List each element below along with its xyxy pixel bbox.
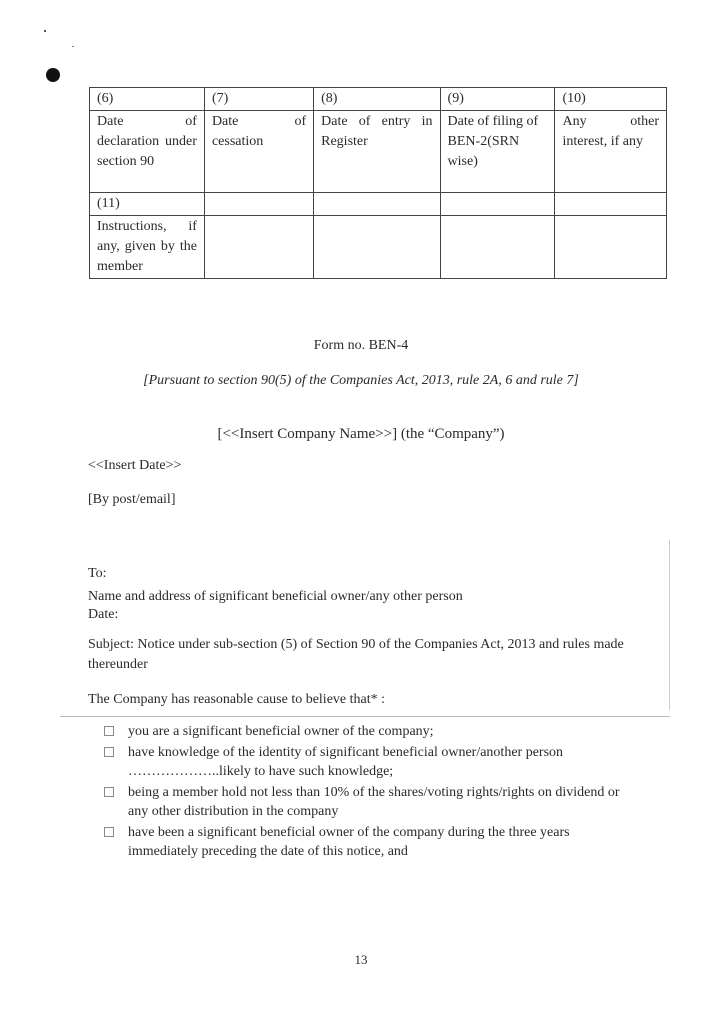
checkbox-icon[interactable]	[104, 726, 114, 736]
table-cell	[204, 216, 313, 279]
table-cell	[204, 193, 313, 216]
table-cell: (9)	[440, 88, 555, 111]
date-label: Date:	[88, 607, 119, 622]
belief-options-list	[100, 722, 640, 863]
table-cell	[440, 216, 555, 279]
checkbox-icon[interactable]	[104, 827, 114, 837]
table-cell: Date of filing of BEN-2(SRN wise)	[440, 111, 555, 193]
reason-intro: The Company has reasonable cause to believe that* :	[88, 692, 386, 707]
pursuant-line: [Pursuant to section 90(5) of the Companies Act, 2013, rule 2A, 6 and rule 7]	[143, 373, 579, 388]
table-cell: (8)	[314, 88, 440, 111]
ben-register-table	[89, 87, 667, 279]
table-cell: (6)	[90, 88, 205, 111]
table-cell: (10)	[555, 88, 667, 111]
table-row	[90, 88, 667, 111]
scan-speck	[72, 46, 74, 47]
page-number: 13	[354, 952, 368, 967]
option-text: you are a significant beneficial owner of the company;	[128, 724, 434, 739]
checkbox-icon[interactable]	[104, 747, 114, 757]
table-row	[90, 193, 667, 216]
table-cell	[314, 193, 440, 216]
company-name-line: [<<Insert Company Name>>] (the “Company”)	[217, 426, 505, 442]
table-cell: Date of entry in Register	[314, 111, 440, 193]
scan-speck	[44, 30, 46, 32]
table-cell	[555, 216, 667, 279]
table-cell: Date of cessation	[204, 111, 313, 193]
table-cell	[314, 216, 440, 279]
horizontal-rule	[60, 716, 670, 717]
insert-date-placeholder: <<Insert Date>>	[88, 458, 182, 473]
punch-hole-mark	[46, 68, 60, 82]
table-cell: Any other interest, if any	[555, 111, 667, 193]
checkbox-icon[interactable]	[104, 787, 114, 797]
table-cell	[440, 193, 555, 216]
option-text: being a member hold not less than 10% of the shares/voting rights/rights on dividend or any other distribution in the company	[128, 785, 620, 819]
name-address-line: Name and address of significant beneficial owner/any other person	[88, 589, 463, 604]
table-cell: Date of declaration under section 90	[90, 111, 205, 193]
list-item	[100, 722, 640, 741]
option-text: have been a significant beneficial owner of the company during the three years immediately preceding the date of this notice, and	[128, 825, 570, 859]
table-cell: Instructions, if any, given by the member	[90, 216, 205, 279]
table-cell: (11)	[90, 193, 205, 216]
table-cell: (7)	[204, 88, 313, 111]
list-item	[100, 743, 640, 781]
subject-line: Subject: Notice under sub-section (5) of Section 90 of the Companies Act, 2013 and rules made thereunder	[88, 637, 624, 672]
table-cell	[555, 193, 667, 216]
table-row	[90, 111, 667, 193]
option-text: have knowledge of the identity of significant beneficial owner/another person ………………..likely to have such knowledge;	[128, 745, 564, 779]
form-number-heading: Form no. BEN-4	[313, 338, 409, 353]
delivery-method: [By post/email]	[88, 492, 176, 507]
to-label: To:	[88, 566, 107, 581]
list-item	[100, 783, 640, 821]
scan-edge-line	[669, 540, 670, 710]
table-row	[90, 216, 667, 279]
list-item	[100, 823, 640, 861]
